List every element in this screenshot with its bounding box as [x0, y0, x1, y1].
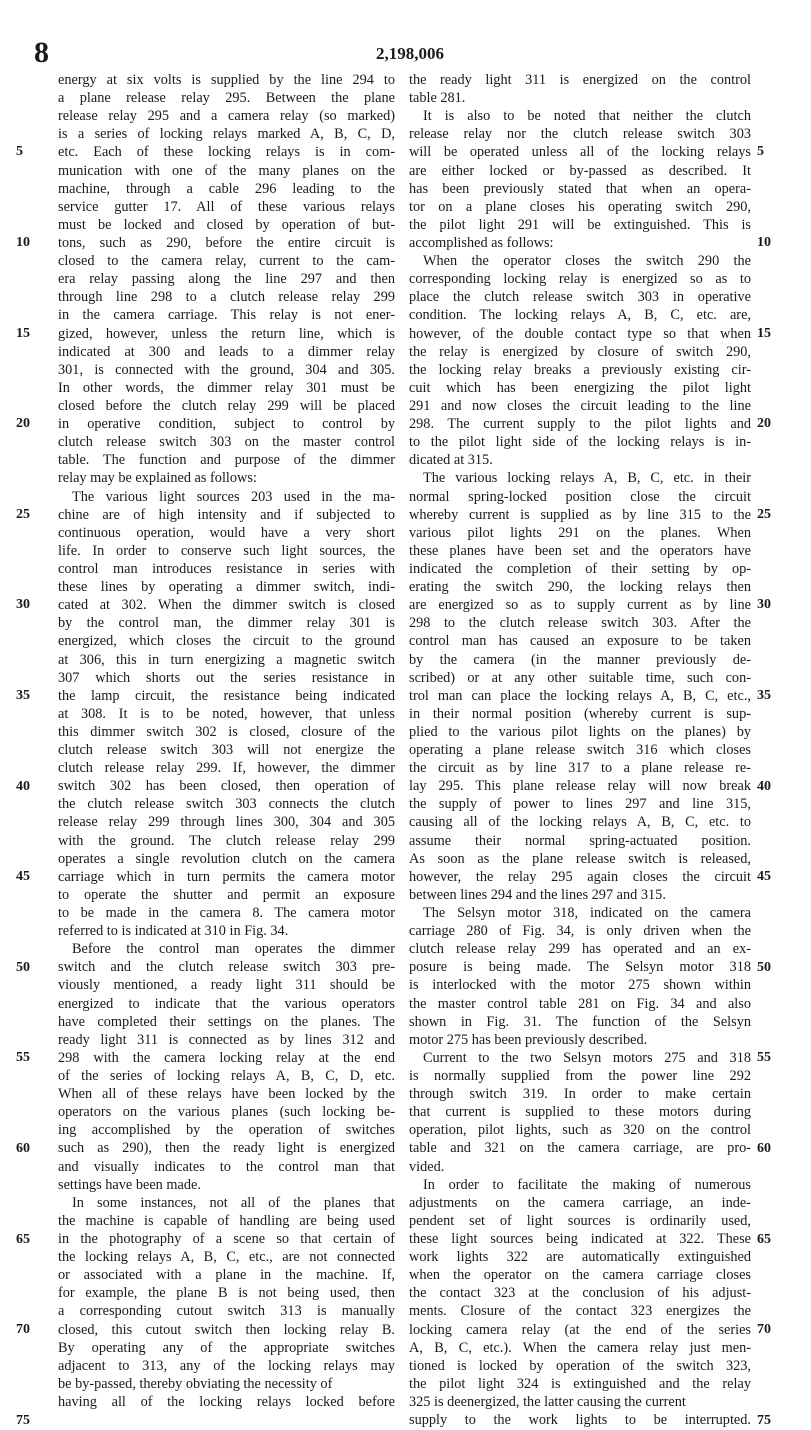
- text-line: is interlocked with the motor 275 shown within: [409, 977, 751, 994]
- text-line: to operate the shutter and permit an exposure: [58, 886, 395, 903]
- text-line: the machine is capable of handling are being used: [58, 1212, 395, 1229]
- text-line: are either locked or by-passed as described. It: [409, 162, 751, 179]
- text-line: however, of the double contact type so that when: [409, 325, 751, 342]
- text-line: tioned is locked by operation of the switch 323,: [409, 1357, 751, 1374]
- text-line: that current is supplied to these motors during: [409, 1104, 751, 1121]
- margin-line-number: 35: [757, 688, 771, 704]
- text-line: posure is being made. The Selsyn motor 318: [409, 959, 751, 976]
- margin-line-number: 55: [16, 1050, 30, 1066]
- text-line: assume their normal spring-actuated position.: [409, 832, 751, 849]
- text-line: by the camera (in the manner previously de-: [409, 651, 751, 668]
- text-line: is normally supplied from the power line 292: [409, 1068, 751, 1085]
- text-line: 298 to the clutch release switch 303. After the: [409, 615, 751, 632]
- margin-line-number: 60: [16, 1141, 30, 1157]
- text-line: the circuit as by line 317 to a plane release re-: [409, 760, 751, 777]
- text-line: the locking relay breaks a previously existing cir-: [409, 361, 751, 378]
- text-line: 298 with the camera locking relay at the end: [58, 1049, 395, 1066]
- text-line: By operating any of the appropriate switches: [58, 1339, 395, 1356]
- margin-line-number: 60: [757, 1141, 771, 1157]
- margin-line-number: 70: [16, 1322, 30, 1338]
- text-line: switch 302 has been closed, then operation of: [58, 778, 395, 795]
- text-line: must be locked and closed by operation of but-: [58, 216, 395, 233]
- text-line: energized, which closes the circuit to the ground: [58, 633, 395, 650]
- text-line: these planes have been set and the operators have: [409, 542, 751, 559]
- text-line: adjacent to 313, any of the locking relays may: [58, 1357, 395, 1374]
- text-line: dicated at 315.: [409, 452, 493, 469]
- margin-line-number: 55: [757, 1050, 771, 1066]
- text-line: the pilot light 291 will be extinguished. This is: [409, 216, 751, 233]
- page-number: 8: [34, 36, 49, 69]
- text-line: in operative condition, subject to control by: [58, 416, 395, 433]
- text-line: life. In order to conserve such light sources, the: [58, 542, 395, 559]
- text-line: a plane release relay 295. Between the plane: [58, 90, 395, 107]
- text-line: carriage which in turn permits the camera motor: [58, 868, 395, 885]
- margin-line-number: 20: [757, 416, 771, 432]
- text-line: service gutter 17. All of these various relays: [58, 198, 395, 215]
- text-line: erating the switch 290, the locking relays then: [409, 579, 751, 596]
- text-line: in the camera carriage. This relay is not ener-: [58, 307, 395, 324]
- text-line: at 308. It is to be noted, however, that unless: [58, 705, 395, 722]
- text-line: by the control man, the dimmer relay 301 is: [58, 615, 395, 632]
- text-line: table 281.: [409, 90, 466, 107]
- margin-line-number: 40: [757, 778, 771, 794]
- text-line: clutch release relay 299. If, however, the dimmer: [58, 760, 395, 777]
- text-line: 307 which shorts out the series resistance in: [58, 669, 395, 686]
- text-line: shown in Fig. 31. The function of the Selsyn: [409, 1013, 751, 1030]
- text-line: In some instances, not all of the planes that: [72, 1194, 395, 1211]
- text-line: the pilot light 324 is extinguished and the relay: [409, 1375, 751, 1392]
- text-line: Current to the two Selsyn motors 275 and 318: [423, 1049, 751, 1066]
- margin-line-number: 15: [757, 325, 771, 341]
- margin-line-number: 75: [16, 1412, 30, 1428]
- text-line: various pilot lights 291 on the planes. When: [409, 524, 751, 541]
- text-line: supply to the work lights to be interrupted.: [409, 1412, 751, 1429]
- text-line: closed, this cutout switch then locking relay B.: [58, 1321, 395, 1338]
- text-line: As soon as the plane release switch is released,: [409, 850, 751, 867]
- text-line: these light sources being indicated at 322. These: [409, 1231, 751, 1247]
- text-line: the locking relays A, B, C, etc., are not connected: [58, 1249, 395, 1266]
- text-line: through line 298 to a clutch release relay 299: [58, 289, 395, 306]
- right-column: [409, 71, 751, 1429]
- text-line: be by-passed, thereby obviating the necessity of: [58, 1375, 333, 1392]
- patent-number: 2,198,006: [376, 44, 444, 63]
- margin-line-number: 45: [757, 869, 771, 885]
- text-line: clutch release switch 303 will not energize the: [58, 742, 395, 759]
- margin-line-number: 40: [16, 778, 30, 794]
- text-line: clutch release switch 303 on the master control: [58, 434, 395, 451]
- margin-line-number: 45: [16, 869, 30, 885]
- text-line: machine, through a cable 296 leading to the: [58, 180, 395, 197]
- text-line: with the ground. The clutch release relay 299: [58, 832, 395, 849]
- text-line: adjustments on the camera carriage, an inde-: [409, 1194, 751, 1211]
- text-line: condition. The locking relays A, B, C, etc. are,: [409, 307, 751, 324]
- margin-line-number: 65: [757, 1231, 771, 1247]
- text-line: The various locking relays A, B, C, etc. in their: [423, 470, 751, 487]
- margin-line-number: 15: [16, 325, 30, 341]
- text-line: between lines 294 and the lines 297 and 315.: [409, 886, 666, 903]
- text-line: 291 and now closes the circuit leading to the line: [409, 397, 751, 414]
- text-line: operates a single revolution clutch on the camera: [58, 850, 395, 867]
- text-line: In other words, the dimmer relay 301 must be: [58, 379, 395, 396]
- text-line: It is also to be noted that neither the clutch: [423, 108, 751, 125]
- text-line: having all of the locking relays locked before: [58, 1393, 395, 1410]
- margin-line-number: 35: [16, 688, 30, 704]
- text-line: trol man can place the locking relays A, B, C, etc.,: [409, 687, 751, 704]
- text-line: through switch 319. In order to make certain: [409, 1086, 751, 1103]
- text-line: operators on the various planes (such locking be-: [58, 1104, 395, 1121]
- margin-line-number: 70: [757, 1322, 771, 1338]
- text-line: A, B, C, etc.). When the camera relay just men-: [409, 1339, 751, 1356]
- text-line: release relay 299 through lines 300, 304 and 305: [58, 814, 395, 831]
- text-line: 325 is deenergized, the latter causing the current: [409, 1393, 686, 1410]
- margin-line-number: 5: [757, 144, 764, 160]
- margin-line-number: 25: [16, 506, 30, 522]
- text-line: energy at six volts is supplied by the line 294 to: [58, 72, 395, 88]
- margin-line-number: 25: [757, 506, 771, 522]
- text-line: relay may be explained as follows:: [58, 470, 257, 487]
- text-line: accomplished as follows:: [409, 234, 554, 251]
- text-line: closed before the clutch relay 299 will be placed: [58, 397, 395, 414]
- text-line: munication with one of the many planes on the: [58, 162, 395, 179]
- text-line: work lights 322 are automatically extinguished: [409, 1249, 751, 1266]
- text-line: causing all of the locking relays A, B, C, etc. to: [409, 814, 751, 831]
- text-line: referred to is indicated at 310 in Fig. 34.: [58, 923, 289, 940]
- text-line: closed to the camera relay, current to the cam-: [58, 253, 395, 270]
- text-line: such as 290), then the ready light is energized: [58, 1140, 395, 1157]
- margin-line-number: 50: [16, 959, 30, 975]
- text-line: ing accomplished by the operation of switches: [58, 1122, 395, 1139]
- text-line: scribed) or at any other suitable time, such con-: [409, 669, 751, 686]
- text-line: When the operator closes the switch 290 the: [423, 253, 751, 270]
- text-line: carriage 280 of Fig. 34, is only driven when the: [409, 923, 751, 940]
- text-line: in the photography of a scene so that certain of: [58, 1231, 395, 1247]
- text-line: to be made in the camera 8. The camera motor: [58, 905, 395, 922]
- text-line: is a series of locking relays marked A, B, C, D,: [58, 126, 395, 143]
- text-line: continuous operation, would have a very short: [58, 524, 395, 541]
- text-line: vided.: [409, 1158, 445, 1175]
- margin-line-number: 20: [16, 416, 30, 432]
- text-line: plied to the various pilot lights on the planes) by: [409, 723, 751, 740]
- text-line: table. The function and purpose of the dimmer: [58, 452, 395, 469]
- text-line: viously mentioned, a ready light 311 should be: [58, 977, 395, 994]
- text-line: will be operated unless all of the locking relays: [409, 144, 751, 161]
- text-line: and visually indicates to the control man that: [58, 1158, 395, 1175]
- text-line: for example, the plane B is not being used, then: [58, 1285, 395, 1302]
- text-line: switch and the clutch release switch 303 pre-: [58, 959, 395, 976]
- text-line: settings have been made.: [58, 1176, 201, 1193]
- text-line: of the series of locking relays A, B, C, D, etc.: [58, 1068, 395, 1085]
- text-line: however, the relay 295 again closes the circuit: [409, 868, 751, 885]
- left-column: [58, 71, 395, 1411]
- text-line: motor 275 has been previously described.: [409, 1031, 648, 1048]
- margin-line-number: 30: [757, 597, 771, 613]
- text-line: The Selsyn motor 318, indicated on the camera: [423, 905, 751, 922]
- text-line: place the clutch release switch 303 in operative: [409, 289, 751, 306]
- text-line: 298. The current supply to the pilot lights and: [409, 416, 751, 433]
- text-line: cated at 302. When the dimmer switch is closed: [58, 597, 395, 614]
- text-line: 301, is connected with the ground, 304 and 305.: [58, 361, 395, 378]
- text-line: at 306, this in turn energizing a magnetic switch: [58, 651, 395, 668]
- text-line: gized, however, unless the return line, which is: [58, 325, 395, 342]
- text-line: the supply of power to lines 297 and line 315,: [409, 796, 751, 813]
- text-line: the ready light 311 is energized on the control: [409, 72, 751, 88]
- text-line: the contact 323 at the conclusion of his adjust-: [409, 1285, 751, 1302]
- text-line: indicated the completion of their setting by op-: [409, 560, 751, 577]
- text-line: in their normal position (whereby current is sup-: [409, 705, 751, 722]
- text-line: chine are of high intensity and if subjected to: [58, 506, 395, 523]
- text-line: are energized so as to supply current as by line: [409, 597, 751, 614]
- margin-line-number: 10: [16, 235, 30, 251]
- margin-line-number: 75: [757, 1412, 771, 1428]
- text-line: these lines by operating a dimmer switch, indi-: [58, 579, 395, 596]
- text-line: a corresponding cutout switch 313 is manually: [58, 1303, 395, 1320]
- text-line: Before the control man operates the dimmer: [72, 941, 395, 958]
- text-line: to the pilot light side of the locking relays is in-: [409, 434, 751, 451]
- text-line: etc. Each of these locking relays is in com-: [58, 144, 395, 161]
- margin-line-number: 10: [757, 235, 771, 251]
- text-line: ready light 311 is connected as by lines 312 and: [58, 1031, 395, 1048]
- text-line: when the operator on the camera carriage closes: [409, 1267, 751, 1284]
- text-line: control man has caused an exposure to be taken: [409, 633, 751, 650]
- text-line: ments. Closure of the contact 323 energizes the: [409, 1303, 751, 1320]
- margin-line-number: 65: [16, 1231, 30, 1247]
- text-line: In order to facilitate the making of numerous: [423, 1176, 751, 1193]
- text-line: whereby current is supplied as by line 315 to the: [409, 506, 751, 523]
- text-line: clutch release relay 299 has operated and an ex-: [409, 941, 751, 958]
- text-line: the relay is energized by closure of switch 290,: [409, 343, 751, 360]
- text-line: indicated at 300 and leads to a dimmer relay: [58, 343, 395, 360]
- text-line: table and 321 on the camera carriage, are pro-: [409, 1140, 751, 1157]
- text-line: cuit which has been energizing the pilot light: [409, 379, 751, 396]
- text-line: or associated with a plane in the machine. If,: [58, 1267, 395, 1284]
- margin-line-number: 30: [16, 597, 30, 613]
- text-line: locking camera relay (at the end of the series: [409, 1321, 751, 1338]
- text-line: control man introduces resistance in series with: [58, 560, 395, 577]
- text-line: the clutch release switch 303 connects the clutch: [58, 796, 395, 813]
- text-line: tons, such as 290, before the entire circuit is: [58, 234, 395, 251]
- text-line: has been previously stated that when an opera-: [409, 180, 751, 197]
- text-line: energized to indicate that the various operators: [58, 995, 395, 1012]
- text-line: the master control table 281 on Fig. 34 and also: [409, 995, 751, 1012]
- text-line: operation, pilot lights, such as 320 on the control: [409, 1122, 751, 1139]
- text-line: have completed their settings on the planes. The: [58, 1013, 395, 1030]
- text-line: the lamp circuit, the resistance being indicated: [58, 687, 395, 704]
- text-line: release relay nor the clutch release switch 303: [409, 126, 751, 143]
- text-line: corresponding locking relay is energized so as to: [409, 271, 751, 288]
- text-line: release relay 295 and a camera relay (so marked): [58, 108, 395, 125]
- text-line: lay 295. This plane release relay will now break: [409, 778, 751, 795]
- text-line: era relay passing along the line 297 and then: [58, 271, 395, 288]
- margin-line-number: 5: [16, 144, 23, 160]
- margin-line-number: 50: [757, 959, 771, 975]
- text-line: pendent set of light sources is ordinarily used,: [409, 1212, 751, 1229]
- text-line: tor on a plane closes his operating switch 290,: [409, 198, 751, 215]
- text-line: this dimmer switch 302 is closed, closure of the: [58, 723, 395, 740]
- text-line: operating a plane release switch 316 which closes: [409, 742, 751, 759]
- text-line: When all of these relays have been locked by the: [58, 1086, 395, 1103]
- text-line: normal spring-locked position close the circuit: [409, 488, 751, 505]
- text-line: The various light sources 203 used in the ma-: [72, 488, 395, 505]
